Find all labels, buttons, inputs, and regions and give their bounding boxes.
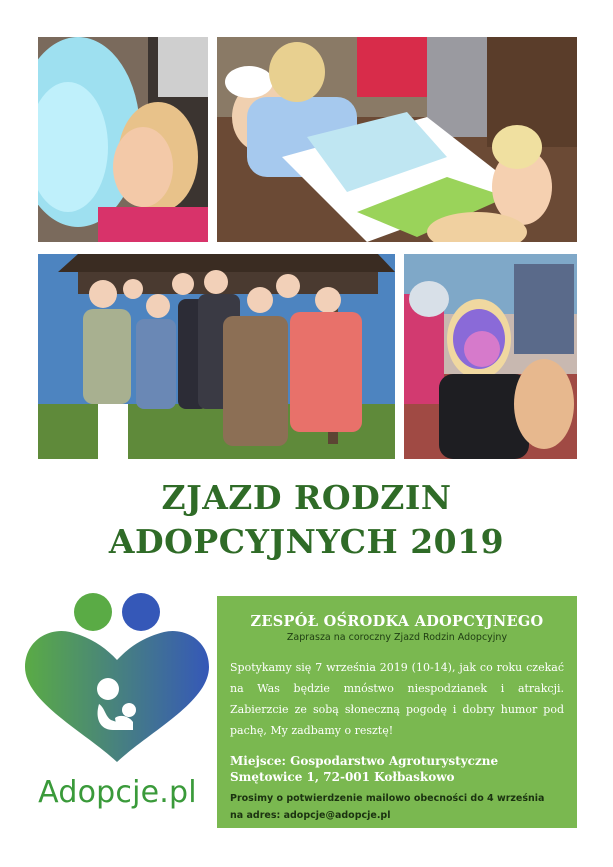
panel-subtitle: Zaprasza na coroczny Zjazd Rodzin Adopcyjny	[286, 632, 508, 643]
rsvp-note	[230, 790, 564, 824]
photo-cotton-candy	[38, 37, 208, 242]
panel-title: ZESPÓŁ OŚRODKA ADOPCYJNEGO	[250, 613, 544, 630]
brand-logo-text: Adopcje.pl	[38, 775, 197, 810]
photo-team-group	[38, 254, 395, 459]
headline-line-1: ZJAZD RODZIN	[161, 478, 452, 517]
location-line-2: Smętowice 1, 72-001 Kołbaskowo	[230, 770, 455, 784]
rsvp-line-2: na adres: adopcje@adopcje.pl	[230, 810, 391, 821]
photo-birthday-cake	[217, 37, 577, 242]
location-line-1: Miejsce: Gospodarstwo Agroturystyczne	[230, 754, 499, 768]
info-panel	[217, 596, 577, 828]
photo-face-painting	[404, 254, 577, 459]
panel-body-text: Spotykamy się 7 września 2019 (10-14), jak co roku czekać na Was będzie mnóstwo niespodzianek i atrakcji. Zabierzcie ze sobą słoneczną pogodę i dobry humor pod pachę, My zadbamy o resztę!	[230, 661, 564, 737]
rsvp-line-1: Prosimy o potwierdzenie mailowo obecności do 4 września	[230, 793, 545, 804]
headline-line-2: ADOPCYJNYCH 2019	[108, 522, 505, 561]
event-location	[230, 753, 564, 785]
